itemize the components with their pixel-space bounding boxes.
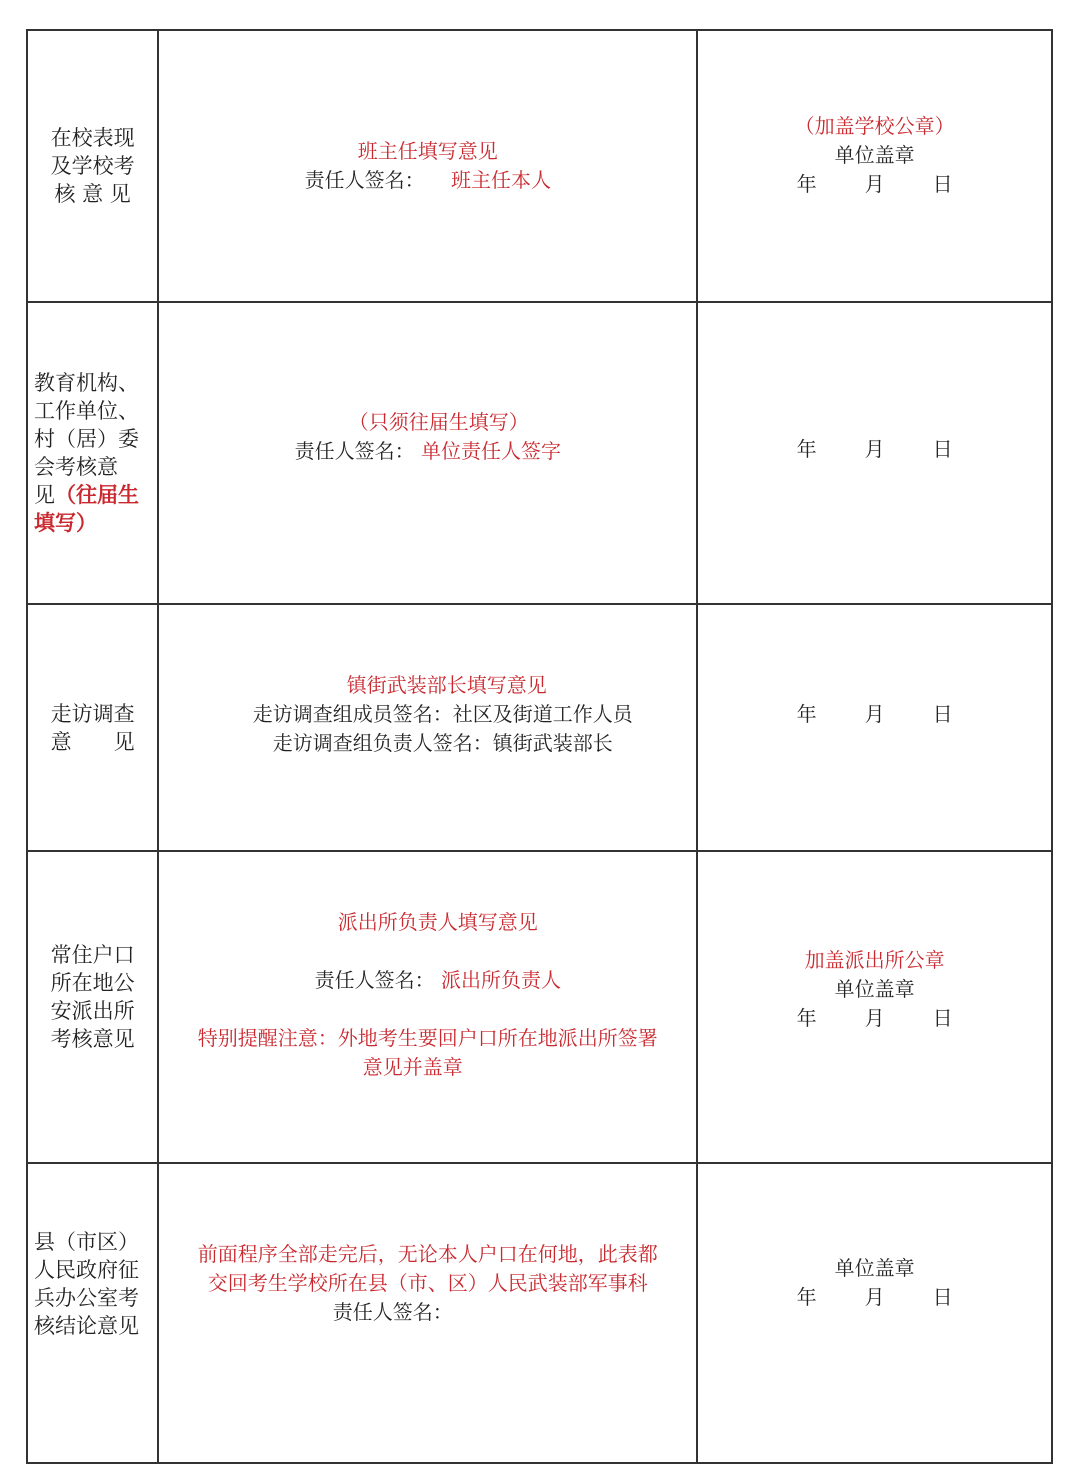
stamp-cell bbox=[697, 30, 1052, 302]
stamp-label: 单位盖章 bbox=[834, 1256, 915, 1280]
assessment-form-table bbox=[26, 29, 1053, 1464]
special-note-line: 特别提醒注意：外地考生要回户口所在地派出所签署 bbox=[197, 1026, 658, 1050]
stamp-label: 单位盖章 bbox=[834, 976, 915, 1001]
date-month: 月 bbox=[864, 436, 885, 461]
row-label-line: 兵办公室考 bbox=[34, 1286, 139, 1310]
signer-line bbox=[159, 1298, 696, 1327]
row-label-line: 核 意 见 bbox=[54, 182, 131, 206]
row-label-line: 村（居）委 bbox=[34, 427, 139, 451]
date-day: 日 bbox=[932, 171, 953, 196]
signer-value: 派出所负责人 bbox=[440, 968, 561, 992]
row-label-line: 人民政府征 bbox=[34, 1258, 139, 1282]
signer-prefix: 责任人签名： bbox=[304, 168, 425, 192]
signer-line bbox=[159, 437, 696, 466]
row-label-line: 意 见 bbox=[50, 729, 135, 754]
date-month: 月 bbox=[864, 702, 885, 726]
row-label-line: 所在地公 bbox=[50, 971, 135, 995]
stamp-cell bbox=[697, 851, 1052, 1163]
row-police-station bbox=[27, 851, 1052, 1163]
row-label-cell bbox=[27, 604, 158, 851]
row-label-note: （往届生 bbox=[55, 482, 139, 507]
procedure-note-line: 前面程序全部走完后，无论本人户口在何地，此表都 bbox=[197, 1242, 658, 1266]
date-day: 日 bbox=[932, 436, 953, 461]
row-label-line: 常住户口 bbox=[50, 943, 135, 967]
date-year: 年 bbox=[796, 171, 817, 196]
procedure-note-line: 交回考生学校所在县（市、区）人民武装部军事科 bbox=[207, 1271, 648, 1295]
signer-prefix: 责任人签名： bbox=[294, 439, 415, 463]
opinion-cell bbox=[158, 604, 697, 851]
row-label-line: 教育机构、 bbox=[34, 371, 139, 395]
signer-value: 单位责任人签字 bbox=[420, 439, 561, 463]
stamp-label: 单位盖章 bbox=[834, 142, 915, 167]
stamp-cell bbox=[697, 1163, 1052, 1463]
date-line bbox=[698, 1004, 1051, 1033]
row-label-line: 及学校考 bbox=[50, 154, 135, 178]
row-label-text: 见 bbox=[34, 483, 55, 507]
row-label-line: 在校表现 bbox=[50, 126, 135, 150]
row-school-performance bbox=[27, 30, 1052, 302]
opinion-cell bbox=[158, 851, 697, 1163]
signer-line bbox=[159, 966, 696, 995]
row-label-cell bbox=[27, 851, 158, 1163]
opinion-cell bbox=[158, 1163, 697, 1463]
date-line bbox=[698, 435, 1051, 464]
date-day: 日 bbox=[932, 1285, 953, 1309]
row-label-line: 核结论意见 bbox=[34, 1314, 139, 1338]
row-label-line: 考核意见 bbox=[50, 1027, 135, 1051]
row-label-cell bbox=[27, 30, 158, 302]
row-label-line: 县（市区） bbox=[34, 1230, 139, 1254]
stamp-cell bbox=[697, 302, 1052, 604]
opinion-instruction: （只须往届生填写） bbox=[348, 410, 529, 434]
stamp-cell bbox=[697, 604, 1052, 851]
opinion-cell bbox=[158, 30, 697, 302]
row-label-line bbox=[34, 481, 153, 509]
signer-prefix: 责任人签名： bbox=[332, 1300, 453, 1324]
row-label-note: 填写） bbox=[34, 510, 97, 535]
special-note-line: 意见并盖章 bbox=[362, 1055, 463, 1079]
row-label-cell bbox=[27, 1163, 158, 1463]
survey-members-line: 走访调查组成员签名：社区及街道工作人员 bbox=[252, 702, 633, 726]
date-year: 年 bbox=[796, 1005, 817, 1030]
row-label-line: 会考核意 bbox=[34, 455, 118, 479]
stamp-instruction: 加盖派出所公章 bbox=[804, 947, 945, 972]
date-line bbox=[698, 1283, 1051, 1312]
date-month: 月 bbox=[864, 1005, 885, 1030]
date-year: 年 bbox=[796, 1285, 817, 1309]
row-label-line: 安派出所 bbox=[50, 999, 135, 1023]
opinion-instruction: 镇街武装部长填写意见 bbox=[346, 673, 547, 697]
survey-leader-line: 走访调查组负责人签名：镇街武装部长 bbox=[272, 731, 613, 755]
date-line bbox=[698, 700, 1051, 729]
signer-value: 班主任本人 bbox=[450, 168, 551, 192]
row-label-cell bbox=[27, 302, 158, 604]
date-day: 日 bbox=[932, 1005, 953, 1030]
stamp-instruction: （加盖学校公章） bbox=[794, 113, 955, 138]
date-line bbox=[698, 170, 1051, 199]
row-visit-survey bbox=[27, 604, 1052, 851]
date-month: 月 bbox=[864, 171, 885, 196]
date-year: 年 bbox=[796, 702, 817, 726]
date-month: 月 bbox=[864, 1285, 885, 1309]
opinion-cell bbox=[158, 302, 697, 604]
date-year: 年 bbox=[796, 436, 817, 461]
date-day: 日 bbox=[932, 702, 953, 726]
row-label-line: 走访调查 bbox=[50, 701, 135, 726]
row-label-line: 工作单位、 bbox=[34, 399, 139, 423]
row-institution-opinion bbox=[27, 302, 1052, 604]
opinion-instruction: 班主任填写意见 bbox=[357, 139, 498, 163]
signer-line bbox=[159, 166, 696, 195]
opinion-instruction: 派出所负责人填写意见 bbox=[337, 910, 538, 934]
signer-prefix: 责任人签名： bbox=[314, 968, 435, 992]
row-county-office bbox=[27, 1163, 1052, 1463]
